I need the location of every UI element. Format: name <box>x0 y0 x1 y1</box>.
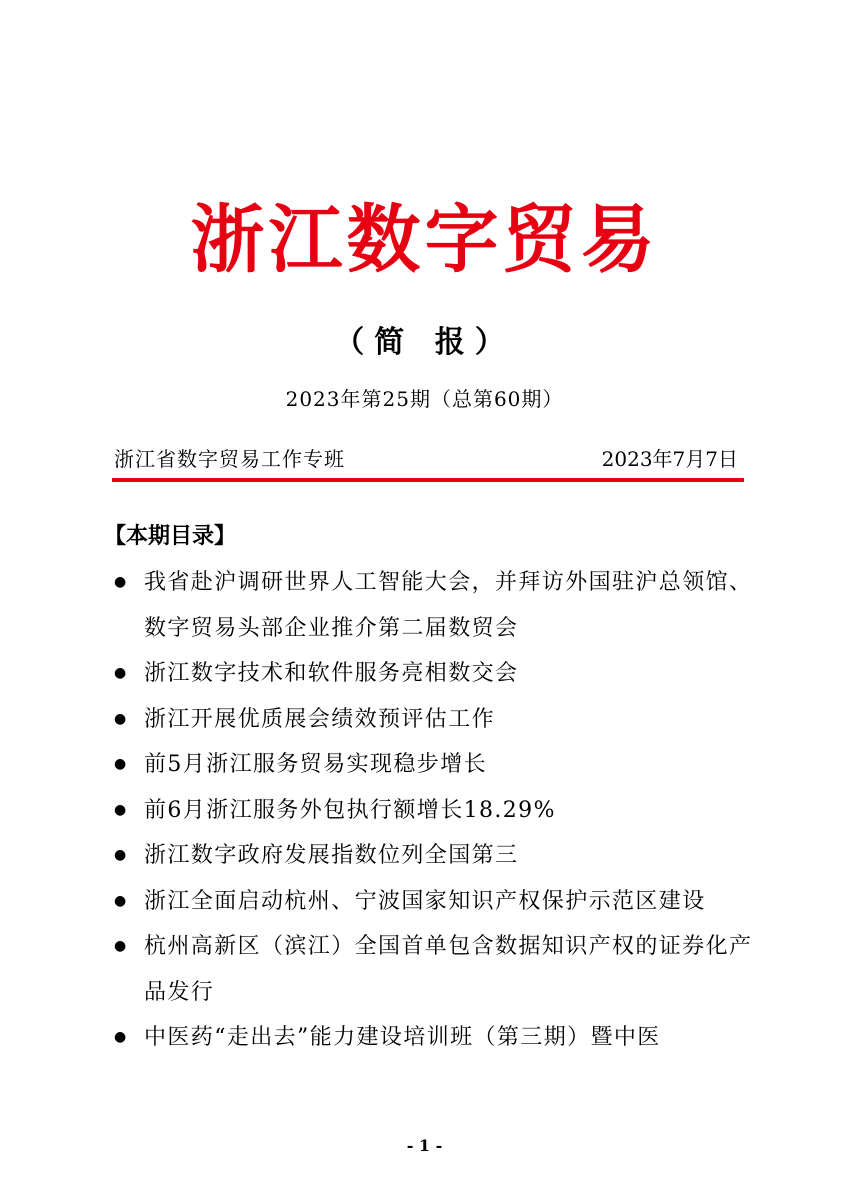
bullet-icon: ● <box>114 665 128 681</box>
toc-item[interactable] <box>114 833 754 879</box>
toc-item[interactable] <box>114 742 754 788</box>
toc-item-text: 前5月浙江服务贸易实现稳步增长 <box>144 752 487 777</box>
toc-item-text: 中医药“走出去”能力建设培训班（第三期）暨中医 <box>144 1025 661 1050</box>
toc-item-text: 浙江开展优质展会绩效预评估工作 <box>144 706 496 732</box>
bullet-icon: ● <box>114 1029 128 1045</box>
issue-number: 2023年第25期（总第60期） <box>285 387 564 411</box>
bullet-icon: ● <box>114 574 128 590</box>
issuer-row <box>114 444 738 474</box>
masthead-title: 浙江数字贸易 <box>190 197 659 283</box>
issuing-organization: 浙江省数字贸易工作专班 <box>114 447 345 471</box>
bullet-icon: ● <box>114 938 128 954</box>
toc-item[interactable] <box>114 879 754 925</box>
toc-item[interactable] <box>114 697 754 743</box>
toc-item-text: 浙江数字政府发展指数位列全国第三 <box>144 843 519 868</box>
document-type: （简 报） <box>334 325 515 360</box>
page-number: - 1 - <box>406 1136 443 1155</box>
toc-item[interactable] <box>114 788 754 834</box>
toc-item-text: 前6月浙江服务外包执行额增长18.29% <box>144 797 556 823</box>
toc-item-text: 我省赴沪调研世界人工智能大会，并拜访外国驻沪总领馆、数字贸易头部企业推介第二届数贸会 <box>144 570 753 641</box>
bullet-icon: ● <box>114 892 128 909</box>
bullet-icon: ● <box>114 801 128 818</box>
issue-date: 2023年7月7日 <box>601 447 738 471</box>
table-of-contents <box>114 560 754 1061</box>
toc-item[interactable] <box>114 560 754 651</box>
toc-item-text: 杭州高新区（滨江）全国首单包含数据知识产权的证券化产品发行 <box>144 934 753 1005</box>
toc-item-text: 浙江全面启动杭州、宁波国家知识产权保护示范区建设 <box>144 888 706 914</box>
toc-heading: 【本期目录】 <box>104 524 237 549</box>
bullet-icon: ● <box>114 710 128 727</box>
toc-item[interactable] <box>114 651 754 697</box>
bullet-icon: ● <box>114 847 128 863</box>
toc-item-text: 浙江数字技术和软件服务亮相数交会 <box>144 661 519 686</box>
toc-item[interactable] <box>114 1015 754 1061</box>
bullet-icon: ● <box>114 756 128 772</box>
red-divider <box>112 478 744 482</box>
toc-item[interactable] <box>114 924 754 1015</box>
